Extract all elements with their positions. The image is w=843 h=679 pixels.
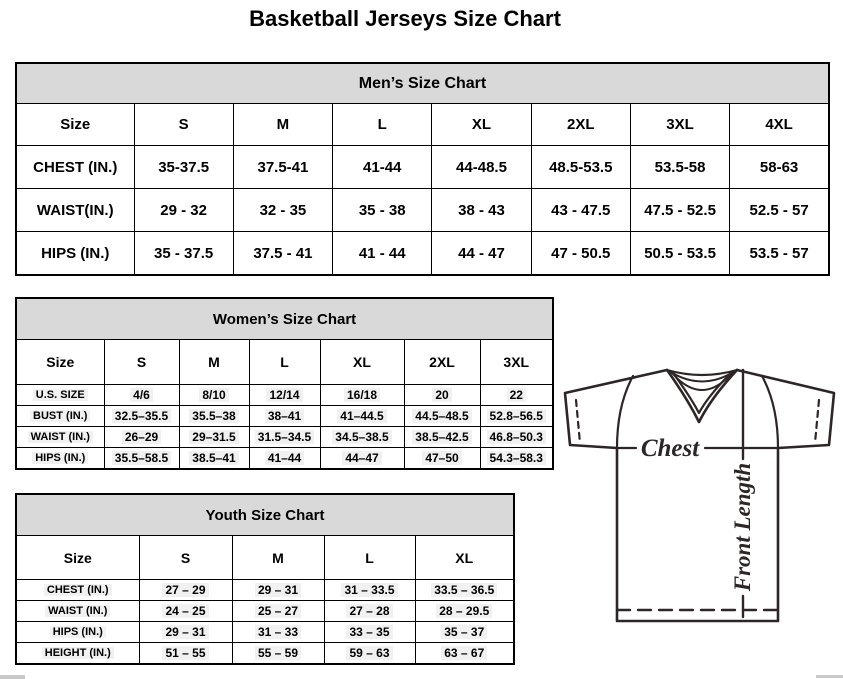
mens-col-header-xl: XL bbox=[432, 104, 531, 146]
collar-top-line bbox=[667, 370, 737, 375]
youth-chest-value bbox=[415, 580, 514, 601]
cell-text: 38–41 bbox=[265, 409, 304, 423]
womens-ussize-value bbox=[404, 385, 480, 406]
youth-waist-value bbox=[415, 601, 514, 622]
youth-size-table bbox=[15, 493, 515, 665]
cell-text: 44.5–48.5 bbox=[412, 409, 471, 423]
womens-waist-value bbox=[480, 427, 553, 448]
right-armhole-seam bbox=[762, 376, 778, 448]
mens-hips-value: 41 - 44 bbox=[333, 232, 432, 276]
youth-col-header-m: M bbox=[232, 536, 324, 580]
cell-text: 32.5–35.5 bbox=[112, 409, 171, 423]
row-label-text: HIPS (IN.) bbox=[32, 452, 88, 464]
youth-col-header-s: S bbox=[139, 536, 232, 580]
mens-col-header-size: Size bbox=[16, 104, 134, 146]
womens-hips-value bbox=[179, 448, 249, 470]
left-armhole-seam bbox=[617, 376, 633, 448]
cell-text: 27 – 29 bbox=[162, 583, 208, 597]
cell-text: 47–50 bbox=[422, 451, 461, 465]
cell-text: 35.5–38 bbox=[189, 409, 238, 423]
cell-text: 29–31.5 bbox=[189, 430, 238, 444]
mens-table-title: Men’s Size Chart bbox=[16, 63, 829, 104]
womens-col-header-s: S bbox=[104, 340, 179, 385]
mens-waist-value: 35 - 38 bbox=[333, 189, 432, 232]
jersey-measurement-diagram bbox=[556, 360, 841, 630]
womens-col-header-xl: XL bbox=[320, 340, 404, 385]
front-length-label: Front Length bbox=[730, 462, 755, 592]
scrollbar-fragment-left[interactable] bbox=[0, 675, 25, 679]
mens-waist-value: 32 - 35 bbox=[233, 189, 332, 232]
table-row bbox=[16, 580, 514, 601]
table-row bbox=[16, 448, 553, 470]
table-row bbox=[16, 427, 553, 448]
womens-col-header-m: M bbox=[179, 340, 249, 385]
cell-text: 59 – 63 bbox=[346, 646, 392, 660]
cell-text: 34.5–38.5 bbox=[332, 430, 391, 444]
youth-col-header-l: L bbox=[324, 536, 415, 580]
table-row bbox=[16, 406, 553, 427]
row-label-text: WAIST (IN.) bbox=[45, 605, 110, 617]
youth-header-row bbox=[16, 536, 514, 580]
womens-waist-value bbox=[179, 427, 249, 448]
youth-row-label-waist bbox=[16, 601, 139, 622]
table-row bbox=[16, 189, 829, 232]
mens-chest-value: 53.5-58 bbox=[630, 146, 729, 189]
youth-table-title: Youth Size Chart bbox=[16, 494, 514, 536]
mens-hips-value: 35 - 37.5 bbox=[134, 232, 233, 276]
table-row bbox=[16, 385, 553, 406]
mens-col-header-3xl: 3XL bbox=[630, 104, 729, 146]
youth-waist-value bbox=[324, 601, 415, 622]
mens-waist-value: 52.5 - 57 bbox=[730, 189, 829, 232]
mens-col-header-4xl: 4XL bbox=[730, 104, 829, 146]
jersey-outline bbox=[565, 370, 834, 621]
mens-chest-value: 37.5-41 bbox=[233, 146, 332, 189]
cell-text: 4/6 bbox=[130, 388, 153, 402]
mens-hips-value: 50.5 - 53.5 bbox=[630, 232, 729, 276]
womens-ussize-value bbox=[179, 385, 249, 406]
page-title: Basketball Jerseys Size Chart bbox=[249, 6, 561, 31]
cell-text: 12/14 bbox=[266, 388, 302, 402]
womens-col-header-2xl: 2XL bbox=[404, 340, 480, 385]
mens-col-header-s: S bbox=[134, 104, 233, 146]
row-label-text: BUST (IN.) bbox=[30, 410, 90, 422]
cell-text: 51 – 55 bbox=[162, 646, 208, 660]
womens-hips-value bbox=[249, 448, 320, 470]
youth-waist-value bbox=[232, 601, 324, 622]
cell-text: 24 – 25 bbox=[162, 604, 208, 618]
womens-header-row bbox=[16, 340, 553, 385]
womens-waist-value bbox=[249, 427, 320, 448]
youth-hips-value bbox=[232, 622, 324, 643]
cell-text: 41–44.5 bbox=[337, 409, 386, 423]
womens-bust-value bbox=[179, 406, 249, 427]
table-row bbox=[16, 146, 829, 189]
youth-row-label-height bbox=[16, 643, 139, 665]
cell-text: 16/18 bbox=[344, 388, 380, 402]
womens-bust-value bbox=[480, 406, 553, 427]
mens-waist-value: 43 - 47.5 bbox=[531, 189, 630, 232]
cell-text: 63 – 67 bbox=[441, 646, 487, 660]
cell-text: 31 – 33.5 bbox=[341, 583, 397, 597]
cell-text: 28 – 29.5 bbox=[436, 604, 492, 618]
cell-text: 44–47 bbox=[342, 451, 381, 465]
mens-col-header-m: M bbox=[233, 104, 332, 146]
cell-text: 55 – 59 bbox=[255, 646, 301, 660]
cell-text: 31.5–34.5 bbox=[255, 430, 314, 444]
youth-height-value bbox=[415, 643, 514, 665]
womens-hips-value bbox=[480, 448, 553, 470]
youth-col-header-size: Size bbox=[16, 536, 139, 580]
chest-label: Chest bbox=[640, 435, 700, 462]
youth-row-label-chest bbox=[16, 580, 139, 601]
mens-chest-value: 48.5-53.5 bbox=[531, 146, 630, 189]
right-cuff-dashed-line bbox=[815, 400, 819, 443]
cell-text: 35 – 37 bbox=[441, 625, 487, 639]
mens-chest-value: 44-48.5 bbox=[432, 146, 531, 189]
mens-hips-value: 44 - 47 bbox=[432, 232, 531, 276]
youth-col-header-xl: XL bbox=[415, 536, 514, 580]
cell-text: 33 – 35 bbox=[346, 625, 392, 639]
youth-chest-value bbox=[139, 580, 232, 601]
cell-text: 52.8–56.5 bbox=[487, 409, 546, 423]
cell-text: 31 – 33 bbox=[255, 625, 301, 639]
mens-col-header-l: L bbox=[333, 104, 432, 146]
womens-waist-value bbox=[404, 427, 480, 448]
table-row bbox=[16, 232, 829, 276]
womens-bust-value bbox=[404, 406, 480, 427]
mens-size-table bbox=[15, 62, 830, 276]
womens-waist-value bbox=[104, 427, 179, 448]
row-label-text: WAIST (IN.) bbox=[28, 431, 93, 443]
row-label-text: HEIGHT (IN.) bbox=[42, 647, 114, 659]
youth-height-value bbox=[324, 643, 415, 665]
cell-text: 20 bbox=[432, 388, 451, 402]
youth-height-value bbox=[232, 643, 324, 665]
mens-hips-value: 37.5 - 41 bbox=[233, 232, 332, 276]
womens-waist-value bbox=[320, 427, 404, 448]
mens-hips-value: 53.5 - 57 bbox=[730, 232, 829, 276]
mens-waist-value: 29 - 32 bbox=[134, 189, 233, 232]
mens-chest-value: 35-37.5 bbox=[134, 146, 233, 189]
cell-text: 29 – 31 bbox=[162, 625, 208, 639]
row-label-text: U.S. SIZE bbox=[33, 389, 88, 401]
womens-bust-value bbox=[249, 406, 320, 427]
table-row bbox=[16, 601, 514, 622]
cell-text: 29 – 31 bbox=[255, 583, 301, 597]
mens-header-row bbox=[16, 104, 829, 146]
womens-ussize-value bbox=[104, 385, 179, 406]
womens-row-label-bust bbox=[16, 406, 104, 427]
mens-col-header-2xl: 2XL bbox=[531, 104, 630, 146]
womens-bust-value bbox=[104, 406, 179, 427]
womens-ussize-value bbox=[320, 385, 404, 406]
mens-hips-value: 47 - 50.5 bbox=[531, 232, 630, 276]
mens-row-label-hips: HIPS (IN.) bbox=[16, 232, 134, 276]
cell-text: 38.5–41 bbox=[189, 451, 238, 465]
youth-hips-value bbox=[139, 622, 232, 643]
mens-chest-value: 41-44 bbox=[333, 146, 432, 189]
youth-chest-value bbox=[232, 580, 324, 601]
cell-text: 8/10 bbox=[199, 388, 228, 402]
cell-text: 25 – 27 bbox=[255, 604, 301, 618]
scrollbar-fragment-right[interactable] bbox=[816, 675, 843, 678]
womens-hips-value bbox=[404, 448, 480, 470]
youth-hips-value bbox=[324, 622, 415, 643]
youth-hips-value bbox=[415, 622, 514, 643]
mens-row-label-waist: WAIST(IN.) bbox=[16, 189, 134, 232]
youth-waist-value bbox=[139, 601, 232, 622]
mens-waist-value: 47.5 - 52.5 bbox=[630, 189, 729, 232]
cell-text: 46.8–50.3 bbox=[487, 430, 546, 444]
table-row bbox=[16, 622, 514, 643]
womens-col-header-l: L bbox=[249, 340, 320, 385]
womens-size-table bbox=[15, 297, 554, 470]
row-label-text: CHEST (IN.) bbox=[44, 584, 112, 596]
mens-waist-value: 38 - 43 bbox=[432, 189, 531, 232]
row-label-text: HIPS (IN.) bbox=[50, 626, 106, 638]
womens-hips-value bbox=[320, 448, 404, 470]
cell-text: 38.5–42.5 bbox=[412, 430, 471, 444]
left-cuff-dashed-line bbox=[576, 400, 580, 443]
cell-text: 35.5–58.5 bbox=[112, 451, 171, 465]
womens-row-label-ussize bbox=[16, 385, 104, 406]
mens-row-label-chest: CHEST (IN.) bbox=[16, 146, 134, 189]
womens-row-label-hips bbox=[16, 448, 104, 470]
cell-text: 54.3–58.3 bbox=[487, 451, 546, 465]
table-row bbox=[16, 643, 514, 665]
youth-row-label-hips bbox=[16, 622, 139, 643]
womens-ussize-value bbox=[249, 385, 320, 406]
mens-chest-value: 58-63 bbox=[730, 146, 829, 189]
cell-text: 27 – 28 bbox=[346, 604, 392, 618]
youth-height-value bbox=[139, 643, 232, 665]
youth-chest-value bbox=[324, 580, 415, 601]
womens-ussize-value bbox=[480, 385, 553, 406]
womens-hips-value bbox=[104, 448, 179, 470]
womens-col-header-size: Size bbox=[16, 340, 104, 385]
womens-bust-value bbox=[320, 406, 404, 427]
womens-table-title: Women’s Size Chart bbox=[16, 298, 553, 340]
womens-row-label-waist bbox=[16, 427, 104, 448]
cell-text: 26–29 bbox=[122, 430, 161, 444]
cell-text: 33.5 – 36.5 bbox=[431, 583, 497, 597]
cell-text: 22 bbox=[507, 388, 526, 402]
cell-text: 41–44 bbox=[265, 451, 304, 465]
womens-col-header-3xl: 3XL bbox=[480, 340, 553, 385]
